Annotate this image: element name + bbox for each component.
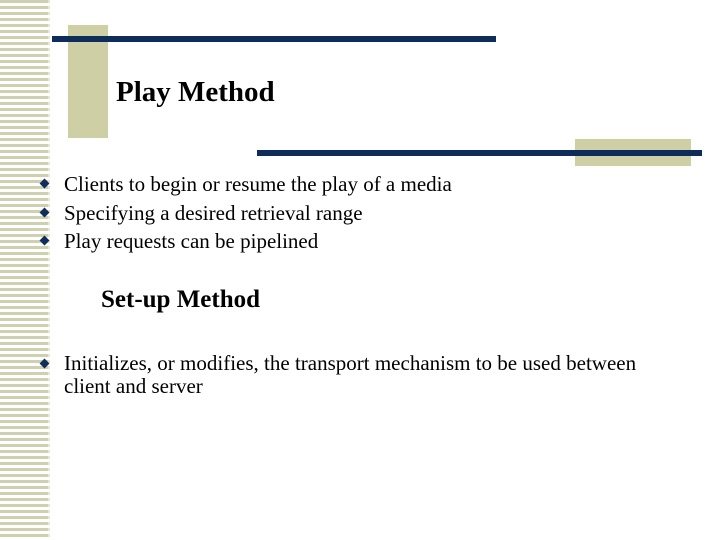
bullet-text: Clients to begin or resume the play of a media bbox=[64, 172, 452, 196]
slide-title: Play Method bbox=[116, 76, 275, 108]
diamond-bullet-icon bbox=[40, 179, 50, 189]
section-subheading: Set-up Method bbox=[101, 286, 261, 313]
bottom-divider-rule bbox=[257, 150, 702, 156]
bullet-list bbox=[0, 170, 700, 256]
diamond-bullet-icon bbox=[40, 359, 50, 369]
top-divider-rule bbox=[52, 36, 496, 42]
bullet-text: Specifying a desired retrieval range bbox=[64, 200, 363, 225]
diamond-bullet-icon bbox=[40, 207, 50, 217]
bullet-item bbox=[0, 170, 700, 199]
diamond-bullet-icon bbox=[40, 236, 50, 246]
bullet-text: Play requests can be pipelined bbox=[64, 229, 319, 253]
bullet-text: Initializes, or modifies, the transport mechanism to be used between client and server bbox=[64, 351, 637, 398]
decorative-stripes bbox=[0, 0, 50, 540]
bullet-list-secondary bbox=[0, 352, 700, 398]
bullet-item bbox=[0, 199, 700, 228]
bullet-item bbox=[0, 227, 700, 256]
bullet-item bbox=[0, 352, 700, 398]
